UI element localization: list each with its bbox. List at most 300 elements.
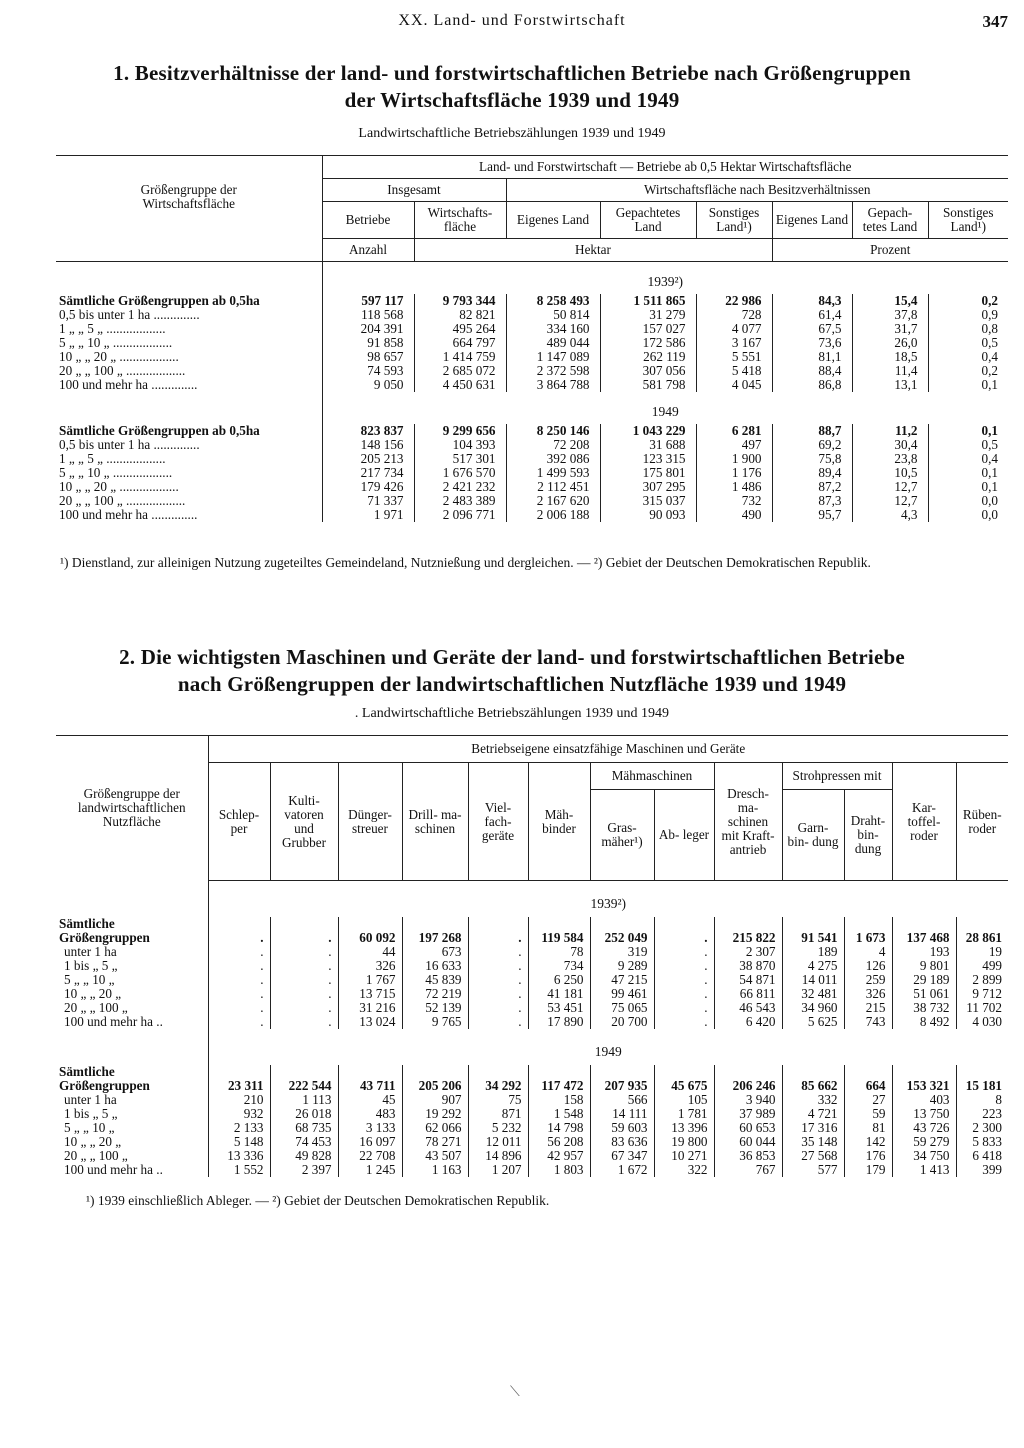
table1-row-label: 100 und mehr ha ..............	[59, 507, 198, 522]
table2-cell: 907	[402, 1093, 468, 1107]
table1-cell: 581 798	[600, 378, 696, 392]
table1-row	[56, 322, 1008, 336]
table2-cell	[468, 917, 528, 931]
table2-cell: .	[270, 987, 338, 1001]
table1-cell: 4,3	[852, 508, 928, 522]
table1-cell: 1 414 759	[414, 350, 506, 364]
table2-stub-header: Größengruppe der landwirtschaftlichen Nutzfläche	[77, 786, 186, 830]
table2-cell: .	[468, 987, 528, 1001]
table2-col-grasmaeher: Gras- mäher¹)	[590, 790, 654, 881]
table1-cell: 217 734	[322, 466, 414, 480]
table2-cell: .	[654, 931, 714, 945]
table2-cell: 566	[590, 1093, 654, 1107]
table2-year-label: 1939²)	[208, 881, 1008, 918]
table2-row-label: 20 „ „ 100 „	[64, 1148, 128, 1163]
table2-row	[56, 1149, 1008, 1163]
table2-cell: 19 292	[402, 1107, 468, 1121]
table2-cell: 5 148	[208, 1135, 270, 1149]
table1-cell: 1 900	[696, 452, 772, 466]
table1-cell: 1 676 570	[414, 466, 506, 480]
table1-row	[56, 336, 1008, 350]
table1-row-label: 0,5 bis unter 1 ha ..............	[59, 307, 200, 322]
table2-row-label: Größengruppen	[59, 930, 150, 945]
table1-cell: 2 096 771	[414, 508, 506, 522]
table1-cell: 0,5	[928, 438, 1008, 452]
table1-year-label: 1939²)	[322, 262, 1008, 295]
table2-cell: 176	[844, 1149, 892, 1163]
table2-cell: 14 011	[782, 973, 844, 987]
table2-row	[56, 931, 1008, 945]
table2-cell: 1 552	[208, 1163, 270, 1177]
table2-cell: 62 066	[402, 1121, 468, 1135]
table2-cell: 5 625	[782, 1015, 844, 1029]
table2-cell: 193	[892, 945, 956, 959]
table2-cell: 4	[844, 945, 892, 959]
table2-cell: .	[468, 931, 528, 945]
table2-cell: 52 139	[402, 1001, 468, 1015]
table2-cell: 767	[714, 1163, 782, 1177]
table1-cell: 1 486	[696, 480, 772, 494]
table1-row	[56, 378, 1008, 392]
table1-row-label: 10 „ „ 20 „ ..................	[59, 479, 179, 494]
table2-col-kartoffelroder: Kar- toffel- roder	[892, 763, 956, 881]
table1-footnote: ¹) Dienstland, zur alleinigen Nutzung zugeteiltes Gemeindeland, Nutznießung und dergleichen. — ²) Gebiet der Deutschen Demokratischen Republik.	[60, 555, 871, 570]
table2-cell: .	[270, 973, 338, 987]
table2-cell: 126	[844, 959, 892, 973]
table1-cell: 9 299 656	[414, 424, 506, 438]
table2-cell: 8 492	[892, 1015, 956, 1029]
table1-cell: 1 176	[696, 466, 772, 480]
table1-cell: 1 147 089	[506, 350, 600, 364]
table1-row	[56, 452, 1008, 466]
table2-cell	[270, 1065, 338, 1079]
table2-cell: 37 989	[714, 1107, 782, 1121]
table2-cell: 4 275	[782, 959, 844, 973]
table2-cell: 78	[528, 945, 590, 959]
table2-cell: 222 544	[270, 1079, 338, 1093]
table1-cell: 82 821	[414, 308, 506, 322]
table2-cell: 207 935	[590, 1079, 654, 1093]
table2-cell: .	[208, 1001, 270, 1015]
table2-cell: 60 044	[714, 1135, 782, 1149]
table2-cell: 29 189	[892, 973, 956, 987]
table2-cell: 85 662	[782, 1079, 844, 1093]
table1-row	[56, 294, 1008, 308]
table2-cell: 56 208	[528, 1135, 590, 1149]
table2-group-maehmaschinen: Mähmaschinen	[590, 763, 714, 790]
table2-cell: 59 279	[892, 1135, 956, 1149]
table1-cell: 9 050	[322, 378, 414, 392]
table2-cell: 49 828	[270, 1149, 338, 1163]
table1-cell: 5 551	[696, 350, 772, 364]
table2-cell: 23 311	[208, 1079, 270, 1093]
table1-subtitle: Landwirtschaftliche Betriebszählungen 1939 und 1949	[358, 126, 666, 141]
table1-row	[56, 350, 1008, 364]
table2-cell: .	[208, 987, 270, 1001]
table2-cell: 26 018	[270, 1107, 338, 1121]
table2-year-stub	[56, 881, 208, 918]
table1-cell: 84,3	[772, 294, 852, 308]
table2-row	[56, 917, 1008, 931]
table1-cell: 30,4	[852, 438, 928, 452]
table1-row	[56, 424, 1008, 438]
table1-row-label: 1 „ „ 5 „ ..................	[59, 451, 166, 466]
table2-cell: 43 507	[402, 1149, 468, 1163]
table2-cell: 1 672	[590, 1163, 654, 1177]
table1-stub-header: Größengruppe der Wirtschaftsfläche	[140, 182, 237, 212]
table2-cell: 16 633	[402, 959, 468, 973]
table1-cell: 31,7	[852, 322, 928, 336]
table1-cell: 2 685 072	[414, 364, 506, 378]
table1-cell: 74 593	[322, 364, 414, 378]
table2-cell: 2 133	[208, 1121, 270, 1135]
table2-cell: 2 300	[956, 1121, 1008, 1135]
table2-cell: 3 133	[338, 1121, 402, 1135]
table2-row-label: Sämtliche	[59, 916, 115, 931]
table1-row-label: 100 und mehr ha ..............	[59, 377, 198, 392]
table2-cell: 51 061	[892, 987, 956, 1001]
table2-row-label: 1 bis „ 5 „	[64, 1106, 118, 1121]
table1-cell: 0,2	[928, 294, 1008, 308]
table2-cell: 5 232	[468, 1121, 528, 1135]
table2-cell	[654, 917, 714, 931]
table2-cell: 4 721	[782, 1107, 844, 1121]
table2-cell	[208, 1065, 270, 1079]
table2-cell: 9 765	[402, 1015, 468, 1029]
table2-cell: 74 453	[270, 1135, 338, 1149]
table1-cell: 9 793 344	[414, 294, 506, 308]
table2-row-label: 1 bis „ 5 „	[64, 958, 118, 973]
table1-cell: 98 657	[322, 350, 414, 364]
table1-cell: 11,2	[852, 424, 928, 438]
table2-row	[56, 1121, 1008, 1135]
table2-col-rubenroder: Rüben- roder	[956, 763, 1008, 881]
table2-cell: .	[654, 1001, 714, 1015]
table1-cell: 0,1	[928, 424, 1008, 438]
table1-cell: 307 295	[600, 480, 696, 494]
table2-cell: 60 653	[714, 1121, 782, 1135]
table2-col-drillmaschinen: Drill- ma- schinen	[402, 763, 468, 881]
table1-cell: 728	[696, 308, 772, 322]
table2-cell: 322	[654, 1163, 714, 1177]
table1-cell: 81,1	[772, 350, 852, 364]
table2-cell: 46 543	[714, 1001, 782, 1015]
table2-col-dreschmaschinen: Dresch- ma- schinen mit Kraft- antrieb	[714, 763, 782, 881]
table2-cell: 8	[956, 1093, 1008, 1107]
table2-cell: 6 420	[714, 1015, 782, 1029]
table2-cell: 72 219	[402, 987, 468, 1001]
table1-cell: 89,4	[772, 466, 852, 480]
table1-row	[56, 508, 1008, 522]
table1-col-sonstiges-land: Sonstiges Land¹)	[696, 202, 772, 239]
table1-cell: 88,4	[772, 364, 852, 378]
table2-cell	[844, 1065, 892, 1079]
table2-cell: 17 316	[782, 1121, 844, 1135]
table1-year-label: 1949	[322, 392, 1008, 424]
table2-cell: 205 206	[402, 1079, 468, 1093]
table2-cell: 13 750	[892, 1107, 956, 1121]
table1-title-line2: der Wirtschaftsfläche 1939 und 1949	[344, 88, 680, 112]
table1-cell: 3 864 788	[506, 378, 600, 392]
table2-cell: 31 216	[338, 1001, 402, 1015]
table2-cell: 41 181	[528, 987, 590, 1001]
table2-row	[56, 973, 1008, 987]
table2-cell: 119 584	[528, 931, 590, 945]
table2-row-label: 5 „ „ 10 „	[64, 1120, 115, 1135]
table2-cell: 932	[208, 1107, 270, 1121]
table1-year-row	[56, 262, 1008, 295]
table1-year-row	[56, 392, 1008, 424]
table2-cell: 1 548	[528, 1107, 590, 1121]
table1-cell: 1 971	[322, 508, 414, 522]
table1-cell: 87,3	[772, 494, 852, 508]
table2-cell: 206 246	[714, 1079, 782, 1093]
table1-cell: 204 391	[322, 322, 414, 336]
table1-cell: 95,7	[772, 508, 852, 522]
table2-cell: 871	[468, 1107, 528, 1121]
table2-cell: 1 245	[338, 1163, 402, 1177]
table2-row	[56, 1107, 1008, 1121]
table1-top-header: Land- und Forstwirtschaft — Betriebe ab 0,5 Hektar Wirtschaftsfläche	[322, 156, 1008, 179]
table2-cell: 9 712	[956, 987, 1008, 1001]
table1-group-besitz: Wirtschaftsfläche nach Besitzverhältnissen	[506, 179, 1008, 202]
table2-row-label: 5 „ „ 10 „	[64, 972, 115, 987]
table2-cell: .	[270, 959, 338, 973]
table2-cell: 117 472	[528, 1079, 590, 1093]
table2-cell	[654, 1065, 714, 1079]
table2-row	[56, 1079, 1008, 1093]
table2-group-strohpressen: Strohpressen mit	[782, 763, 892, 790]
table2-cell: 577	[782, 1163, 844, 1177]
scan-mark: ⟍	[510, 1385, 520, 1400]
table2-cell	[528, 1065, 590, 1079]
table2-cell: 499	[956, 959, 1008, 973]
table1-col-betriebe: Betriebe	[322, 202, 414, 239]
table1-cell: 175 801	[600, 466, 696, 480]
table2-cell: 45 839	[402, 973, 468, 987]
table2-cell: 14 896	[468, 1149, 528, 1163]
table2-cell: 319	[590, 945, 654, 959]
table1-cell: 0,5	[928, 336, 1008, 350]
table1-cell: 664 797	[414, 336, 506, 350]
table2-cell: 5 833	[956, 1135, 1008, 1149]
table2-cell: 197 268	[402, 931, 468, 945]
table1-unit-anzahl: Anzahl	[322, 239, 414, 262]
table2-cell: 734	[528, 959, 590, 973]
table2-row-label: Größengruppen	[59, 1078, 150, 1093]
table1-cell: 0,4	[928, 452, 1008, 466]
table2-cell: 34 750	[892, 1149, 956, 1163]
table1-cell: 0,1	[928, 480, 1008, 494]
table2-cell: 20 700	[590, 1015, 654, 1029]
table2-cell: 9 289	[590, 959, 654, 973]
table2-cell: .	[468, 1015, 528, 1029]
table1-cell: 495 264	[414, 322, 506, 336]
table1-row-label: 5 „ „ 10 „ ..................	[59, 465, 173, 480]
table2-row-label: 20 „ „ 100 „	[64, 1000, 128, 1015]
table2-col-schlepper: Schlep- per	[208, 763, 270, 881]
table1-col-gepachtetes-land-pct: Gepach- tetes Land	[852, 202, 928, 239]
table1-cell: 490	[696, 508, 772, 522]
table2-row	[56, 987, 1008, 1001]
table2-cell: 67 347	[590, 1149, 654, 1163]
table2-cell	[270, 917, 338, 931]
table2-cell: .	[208, 945, 270, 959]
table1-cell: 1 499 593	[506, 466, 600, 480]
table1-row-label: 0,5 bis unter 1 ha ..............	[59, 437, 200, 452]
table1-cell: 392 086	[506, 452, 600, 466]
table2-cell: .	[468, 1001, 528, 1015]
table2-cell: 259	[844, 973, 892, 987]
table2-cell	[402, 917, 468, 931]
table1-cell: 517 301	[414, 452, 506, 466]
table1-cell: 1 043 229	[600, 424, 696, 438]
table2-cell: 399	[956, 1163, 1008, 1177]
table2-cell: 179	[844, 1163, 892, 1177]
table2-year-row	[56, 1029, 1008, 1065]
table2-cell: 13 024	[338, 1015, 402, 1029]
table2-cell: 105	[654, 1093, 714, 1107]
table1-cell: 823 837	[322, 424, 414, 438]
table1-cell: 69,2	[772, 438, 852, 452]
table1-cell: 315 037	[600, 494, 696, 508]
table1-cell: 88,7	[772, 424, 852, 438]
table2-cell: 1 163	[402, 1163, 468, 1177]
table1-cell: 262 119	[600, 350, 696, 364]
table2-cell: 38 870	[714, 959, 782, 973]
table2-cell: 19 800	[654, 1135, 714, 1149]
table1-cell: 8 250 146	[506, 424, 600, 438]
table2-cell	[714, 1065, 782, 1079]
table2-cell: .	[654, 973, 714, 987]
table2-cell: 153 321	[892, 1079, 956, 1093]
table2-col-maehbinder: Mäh- binder	[528, 763, 590, 881]
table1-title	[40, 60, 984, 114]
table2-cell: 42 957	[528, 1149, 590, 1163]
table1-row-label: Sämtliche Größengruppen ab 0,5ha	[59, 293, 260, 308]
table2-cell: 13 336	[208, 1149, 270, 1163]
table1-cell: 0,9	[928, 308, 1008, 322]
table2-col-drahtbindung: Draht- bin- dung	[844, 790, 892, 881]
table2-col-kultivatoren: Kulti- vatoren und Grubber	[270, 763, 338, 881]
table2-cell: 36 853	[714, 1149, 782, 1163]
table2-row	[56, 1093, 1008, 1107]
table1-cell: 4 450 631	[414, 378, 506, 392]
table1-col-eigenes-land: Eigenes Land	[506, 202, 600, 239]
table1-cell: 31 279	[600, 308, 696, 322]
table2-cell: 142	[844, 1135, 892, 1149]
table1-cell: 5 418	[696, 364, 772, 378]
table1-title-line1: 1. Besitzverhältnisse der land- und forstwirtschaftlichen Betriebe nach Größengruppen	[113, 61, 911, 85]
table2-cell: .	[654, 987, 714, 1001]
table2-cell: 38 732	[892, 1001, 956, 1015]
table1-row	[56, 494, 1008, 508]
table2-cell	[782, 917, 844, 931]
table2-cell: 11 702	[956, 1001, 1008, 1015]
table1-row	[56, 364, 1008, 378]
table2-footnote: ¹) 1939 einschließlich Ableger. — ²) Gebiet der Deutschen Demokratischen Republik.	[86, 1193, 550, 1208]
table1-row-label: 1 „ „ 5 „ ..................	[59, 321, 166, 336]
table2-cell: 59	[844, 1107, 892, 1121]
table2-cell: 91 541	[782, 931, 844, 945]
table2-row	[56, 1001, 1008, 1015]
table1-cell: 23,8	[852, 452, 928, 466]
table1-col-sonstiges-land-pct: Sonstiges Land¹)	[928, 202, 1008, 239]
table2-cell	[402, 1065, 468, 1079]
table1-cell: 489 044	[506, 336, 600, 350]
table2-row-label: unter 1 ha	[64, 944, 117, 959]
table2-cell	[892, 917, 956, 931]
table2-col-ableger: Ab- leger	[654, 790, 714, 881]
table2-year-stub	[56, 1029, 208, 1065]
table2-cell: 45	[338, 1093, 402, 1107]
table1-cell: 12,7	[852, 480, 928, 494]
table2-cell: 210	[208, 1093, 270, 1107]
table2-cell: 6 418	[956, 1149, 1008, 1163]
table1-cell: 2 112 451	[506, 480, 600, 494]
table2-cell: 1 207	[468, 1163, 528, 1177]
table2-cell: .	[270, 1015, 338, 1029]
table1-cell: 15,4	[852, 294, 928, 308]
table2-cell: 158	[528, 1093, 590, 1107]
table2-cell: 32 481	[782, 987, 844, 1001]
table2-cell: 6 250	[528, 973, 590, 987]
table1-unit-hektar: Hektar	[414, 239, 772, 262]
table2-cell	[590, 1065, 654, 1079]
page-number: 347	[982, 12, 1008, 31]
table1-cell: 10,5	[852, 466, 928, 480]
table2-row	[56, 1135, 1008, 1149]
table1-row	[56, 480, 1008, 494]
table2-row-label: 10 „ „ 20 „	[64, 986, 122, 1001]
table2-cell	[528, 917, 590, 931]
table1-cell: 205 213	[322, 452, 414, 466]
table2-cell: 28 861	[956, 931, 1008, 945]
table2-row	[56, 1015, 1008, 1029]
table1	[56, 155, 1008, 522]
table2-cell: .	[270, 945, 338, 959]
table2-cell: 45 675	[654, 1079, 714, 1093]
table2-cell: .	[208, 1015, 270, 1029]
table1-row	[56, 308, 1008, 322]
table2-col-duengerstreuer: Dünger- streuer	[338, 763, 402, 881]
table2-col-vielfachgeraete: Viel- fach- geräte	[468, 763, 528, 881]
table2-cell	[956, 1065, 1008, 1079]
table1-cell: 2 006 188	[506, 508, 600, 522]
table2-cell: 13 396	[654, 1121, 714, 1135]
table2-row	[56, 1163, 1008, 1177]
table1-cell: 148 156	[322, 438, 414, 452]
table2-cell: 1 803	[528, 1163, 590, 1177]
table1-row	[56, 466, 1008, 480]
table2-cell: 53 451	[528, 1001, 590, 1015]
table2-cell: 54 871	[714, 973, 782, 987]
table1-unit-prozent: Prozent	[772, 239, 1008, 262]
table1-cell: 179 426	[322, 480, 414, 494]
table1-cell: 4 077	[696, 322, 772, 336]
table2-cell: .	[468, 959, 528, 973]
table2-cell: .	[654, 959, 714, 973]
table2-row-label: 10 „ „ 20 „	[64, 1134, 122, 1149]
table2-cell: 483	[338, 1107, 402, 1121]
table1-cell: 118 568	[322, 308, 414, 322]
table1-cell: 0,0	[928, 494, 1008, 508]
table2-cell: 47 215	[590, 973, 654, 987]
table1-cell: 2 483 389	[414, 494, 506, 508]
table1-cell: 87,2	[772, 480, 852, 494]
table2-cell: 215 822	[714, 931, 782, 945]
table1-cell: 86,8	[772, 378, 852, 392]
